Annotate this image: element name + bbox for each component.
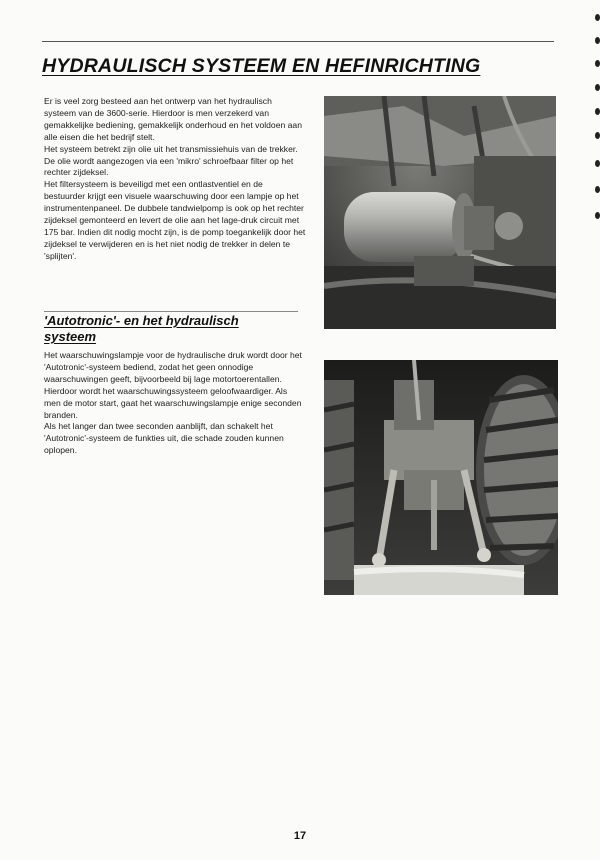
binder-hole (595, 84, 600, 91)
binder-hole-marks (592, 0, 600, 860)
intro-paragraph: Het filtersysteem is beveiligd met een ontlastventiel en de bestuurder krijgt een visuele waarschuwing door een lampje op het instrumentenpaneel. De dubbele tandwielpomp is ook op het rechter zijdeksel gemonteerd en levert de olie aan het lage-druk circuit met 175 bar. Indien dit nodig mocht zijn, is de pomp toegankelijk door het zijdeksel te verwijderen en is het niet nodig de trekker in delen te 'splijten'. (44, 179, 306, 261)
binder-hole (595, 108, 600, 115)
binder-hole (595, 37, 600, 44)
intro-paragraph: Het systeem betrekt zijn olie uit het transmissiehuis van de trekker. De olie wordt aangezogen via een 'mikro' schroefbaar filter op het rechter zijdeksel. (44, 143, 298, 178)
page-title: HYDRAULISCH SYSTEEM EN HEFINRICHTING (42, 55, 481, 77)
intro-paragraph: Er is veel zorg besteed aan het ontwerp van het hydraulisch systeem van de 3600-serie. Hierdoor is men verzekerd van gemakkelijke bediening, gemakkelijk onderhoud en het voldoen aan alle eisen die het bedrijf stelt. (44, 96, 302, 142)
autotronic-paragraph: Het waarschuwingslampje voor de hydraulische druk wordt door het 'Autotronic'-systeem bediend, zodat het geen onnodige waarschuwingen geeft, bijvoorbeeld bij lage motortoerentallen. Hierdoor wordt het waarschuwingssysteem geloofwaardiger. Als men de motor start, gaat het waarschuwingslampje enige seconden branden. (44, 350, 302, 420)
section-heading-line: 'Autotronic'- en het hydraulisch (44, 313, 239, 328)
autotronic-text (44, 350, 306, 457)
binder-hole (595, 186, 600, 193)
title-rule-top (42, 41, 554, 42)
binder-hole (595, 14, 600, 21)
binder-hole (595, 212, 600, 219)
section-heading-line: systeem (44, 329, 97, 344)
page-number: 17 (293, 830, 307, 842)
section-rule (44, 311, 298, 312)
photo-three-point-hitch (324, 360, 558, 595)
binder-hole (595, 132, 600, 139)
intro-text (44, 96, 306, 263)
binder-hole (595, 60, 600, 67)
autotronic-paragraph: Als het langer dan twee seconden aanblijft, dan schakelt het 'Autotronic'-systeem de funkties uit, die schade zouden kunnen oplopen. (44, 421, 284, 456)
binder-hole (595, 160, 600, 167)
photo-hydraulic-filter (324, 96, 556, 329)
section-heading-autotronic (44, 313, 294, 345)
